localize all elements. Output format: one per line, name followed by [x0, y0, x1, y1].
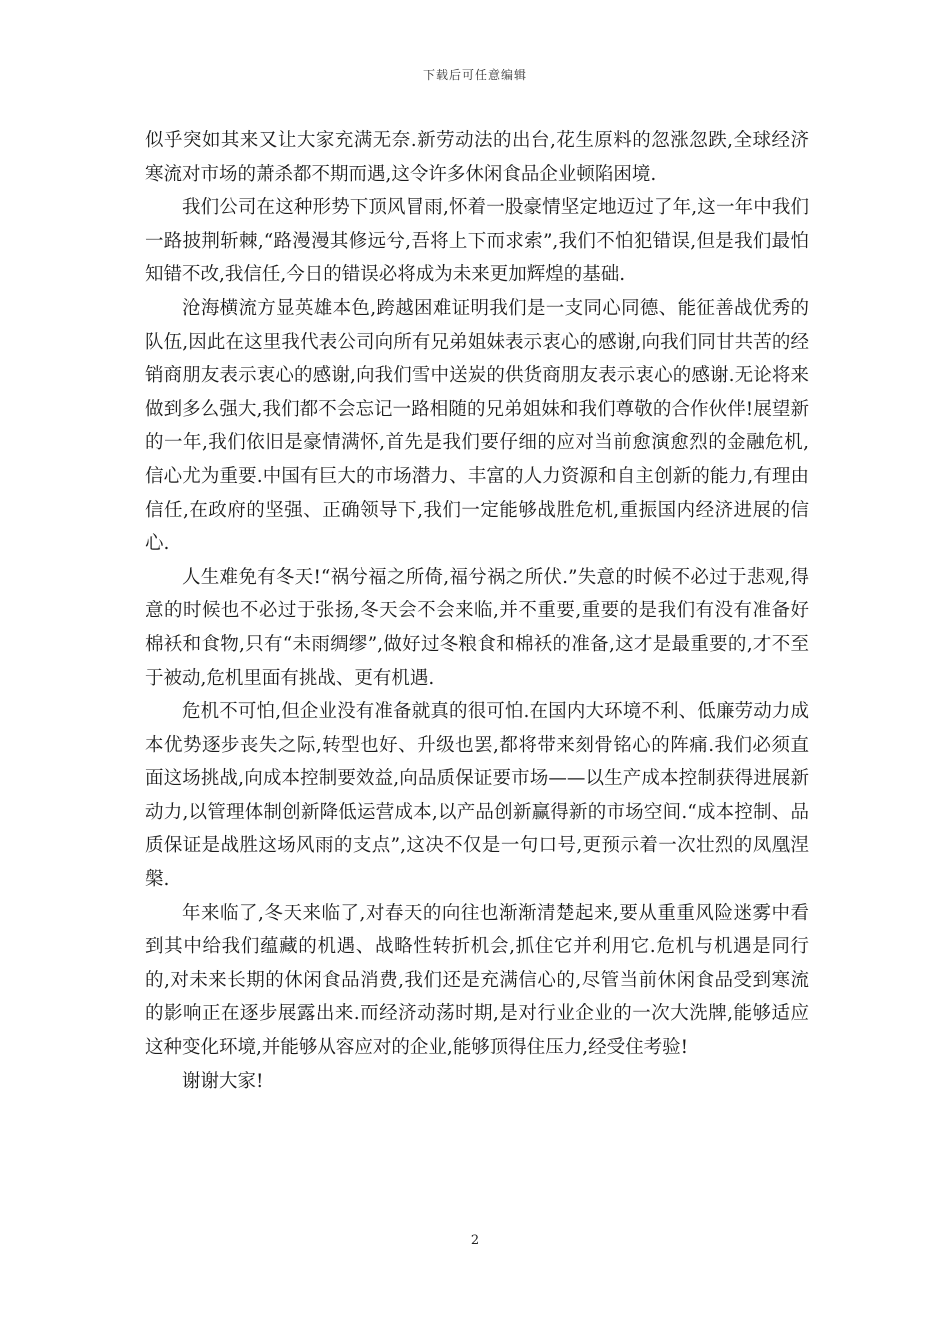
paragraph-5: 危机不可怕,但企业没有准备就真的很可怕.在国内大环境不利、低廉劳动力成本优势逐步丧失之际,转型也好、升级也罢,都将带来刻骨铭心的阵痛.我们必须直面这场挑战,向成本控制要效益,向品质保证要市场——以生产成本控制获得进展新动力,以管理体制创新降低运营成本,以产品创新赢得新的市场空间.“成本控制、品质保证是战胜这场风雨的支点”,这决不仅是一句口号,更预示着一次壮烈的凤凰涅槃.: [145, 701, 809, 891]
paragraph-6: 年来临了,冬天来临了,对春天的向往也渐渐清楚起来,要从重重风险迷雾中看到其中给我们蕴藏的机遇、战略性转折机会,抓住它并利用它.危机与机遇是同行的,对未来长期的休闲食品消费,我们还是充满信心的,尽管当前休闲食品受到寒流的影响正在逐步展露出来.而经济动荡时期,是对行业企业的一次大洗牌,能够适应这种变化环境,并能够从容应对的企业,能够顶得住压力,经受住考验!: [145, 902, 809, 1059]
page-header: 下载后可任意编辑: [422, 68, 527, 82]
paragraph-1: 似乎突如其来又让大家充满无奈.新劳动法的出台,花生原料的忽涨忽跌,全球经济寒流对市场的萧杀都不期而遇,这令许多休闲食品企业顿陷困境.: [145, 130, 809, 185]
paragraph-2: 我们公司在这种形势下顶风冒雨,怀着一股豪情坚定地迈过了年,这一年中我们一路披荆斩棘,“路漫漫其修远兮,吾将上下而求索”,我们不怕犯错误,但是我们最怕知错不改,我信任,今日的错误必将成为未来更加辉煌的基础.: [145, 197, 809, 286]
paragraph-4: 人生难免有冬天!“祸兮福之所倚,福兮祸之所伏.”失意的时候不必过于悲观,得意的时候也不必过于张扬,冬天会不会来临,并不重要,重要的是我们有没有准备好棉袄和食物,只有“未雨绸缪”,做好过冬粮食和棉袄的准备,这才是最重要的,才不至于被动,危机里面有挑战、更有机遇.: [145, 566, 809, 689]
paragraph-7: 谢谢大家!: [182, 1070, 264, 1092]
document-body: [145, 124, 809, 1098]
paragraph-3: 沧海横流方显英雄本色,跨越困难证明我们是一支同心同德、能征善战优秀的队伍,因此在这里我代表公司向所有兄弟姐妹表示衷心的感谢,向我们同甘共苦的经销商朋友表示衷心的感谢,向我们雪中送炭的供货商朋友表示衷心的感谢.无论将来做到多么强大,我们都不会忘记一路相随的兄弟姐妹和我们尊敬的合作伙伴!展望新的一年,我们依旧是豪情满怀,首先是我们要仔细的应对当前愈演愈烈的金融危机,信心尤为重要.中国有巨大的市场潜力、丰富的人力资源和自主创新的能力,有理由信任,在政府的坚强、正确领导下,我们一定能够战胜危机,重振国内经济进展的信心.: [145, 297, 809, 555]
page-number: 2: [470, 1233, 480, 1248]
